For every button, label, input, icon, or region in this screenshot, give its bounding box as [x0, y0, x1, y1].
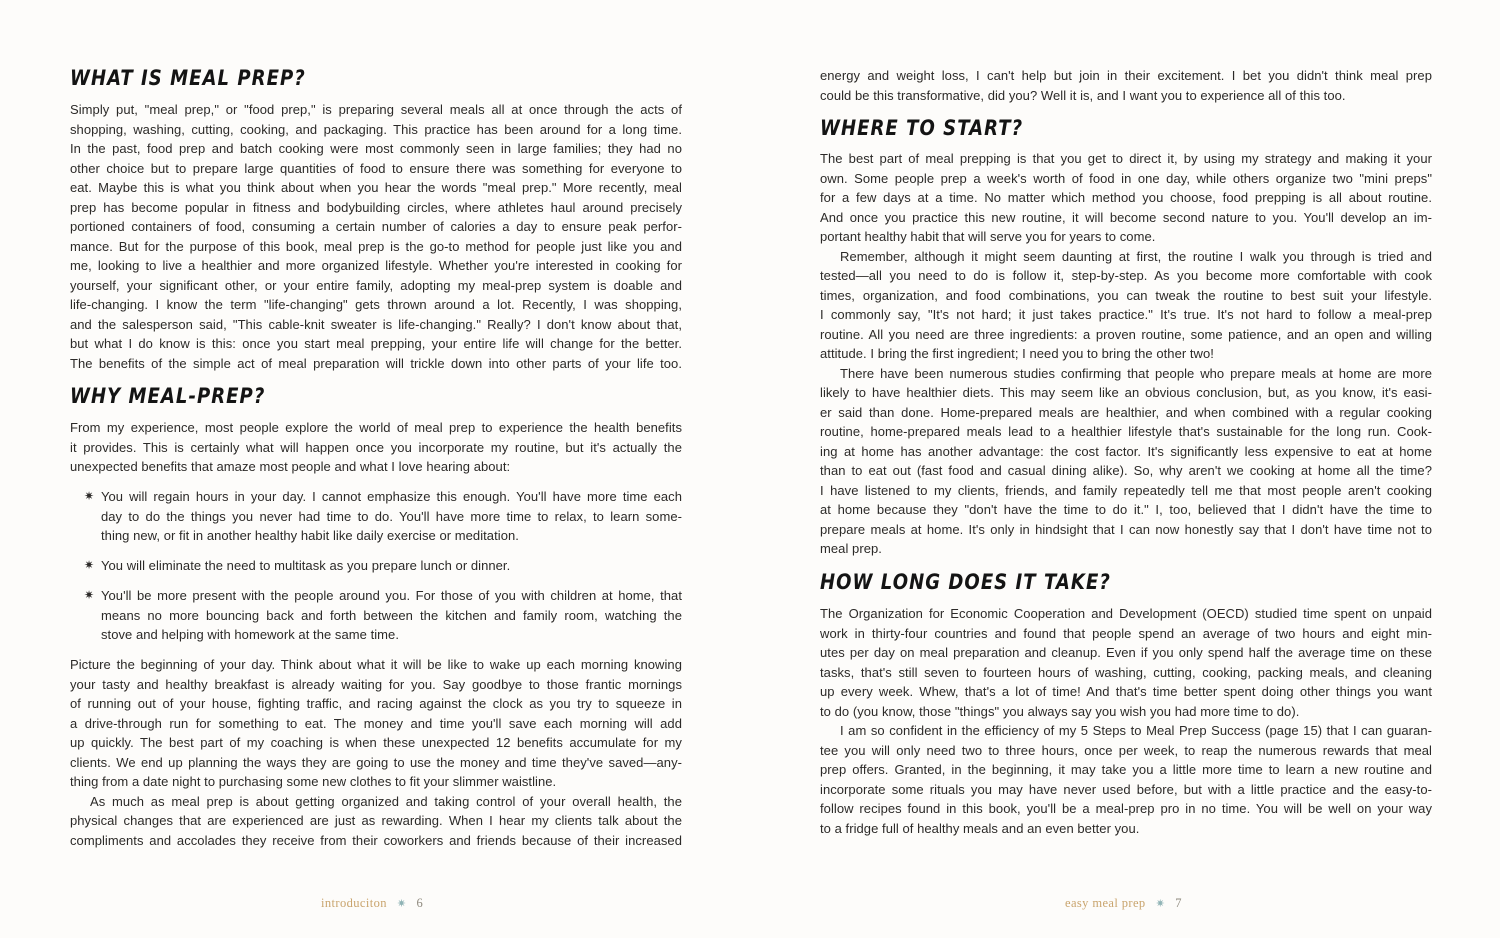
text-line: up quickly. The best part of my coaching is when these unexpected 12 benefits accumulate for my: [70, 735, 682, 750]
text-line: thing new, or fit in another healthy habit like daily exercise or meditation.: [101, 528, 519, 543]
text-line: times, organization, and food combinations, you can tweak the routine to best suit your lifestyle.: [820, 287, 1432, 303]
text-line: There have been numerous studies confirming that people who prepare meals at home are more: [840, 365, 1432, 381]
text-line: than to eat out (fast food and casual dining alike). So, why aren't we cooking at home all the time?: [820, 463, 1432, 478]
text-line: In the past, food prep and batch cooking were most commonly seen in large families; they had no: [70, 141, 682, 156]
text-line: ing at home has another advantage: the cost factor. It's significantly less expensive to eat at home: [820, 443, 1432, 459]
page-number: 6: [416, 896, 424, 910]
text-line: unexpected benefits that amaze most people and what I love hearing about:: [70, 459, 511, 474]
running-head: easy meal prep: [1065, 896, 1146, 910]
text-line: life-changing. I know the term "life-changing" gets thrown around a lot. Recently, I was shopping,: [70, 297, 682, 312]
star-bullet-icon: ✷: [84, 588, 95, 602]
text-line: your tasty and healthy breakfast is already waiting for you. Say goodbye to those frantic mornings: [70, 676, 682, 692]
text-line: Simply put, "meal prep," or "food prep," is preparing several meals all at once through the acts of: [70, 102, 682, 117]
text-line: prep has become popular in fitness and bodybuilding circles, where athletes haul around precisely: [70, 199, 682, 215]
heading-where-to-start: WHERE TO START?: [820, 116, 1024, 140]
text-line: routine. All you need are three ingredients: a proven routine, some patience, and an open and willing: [820, 326, 1432, 342]
star-bullet-icon: ✷: [84, 489, 95, 503]
text-line: portioned containers of food, consuming a certain number of calories a day to ensure peak perfor-: [70, 219, 682, 234]
heading-how-long-does-it-take: HOW LONG DOES IT TAKE?: [820, 570, 1111, 594]
page-footer: [321, 896, 423, 911]
text-line: eat. Maybe this is what you think about when you hear the words "meal prep." More recently, meal: [70, 180, 682, 195]
text-line: me, looking to live a healthier and more organized lifestyle. Whether you're interested in cooking for: [70, 258, 682, 273]
text-line: thing from a date night to purchasing some new clothes to fit your slimmer waistline.: [70, 774, 557, 789]
text-line: own. Some people prep a week's worth of food in one day, while others organize two "mini preps": [820, 170, 1432, 186]
star-bullet-icon: ✷: [84, 558, 95, 572]
text-line: means no more bouncing back and forth between the kitchen and family room, watching the: [101, 607, 682, 623]
text-line: Picture the beginning of your day. Think about what it will be like to wake up each morning knowing: [70, 657, 682, 672]
page-number: 7: [1175, 896, 1182, 910]
text-line: could be this transformative, did you? Well it is, and I want you to experience all of this too.: [820, 87, 1346, 103]
text-line: clients. We end up planning the ways they are going to use the money and time they've saved—any-: [70, 754, 682, 770]
heading-what-is-meal-prep: WHAT IS MEAL PREP?: [70, 66, 306, 90]
text-line: attitude. I bring the first ingredient; I need you to bring the other two!: [820, 346, 1214, 361]
text-line: You'll be more present with the people around you. For those of you with children at home, that: [101, 588, 682, 603]
text-line: energy and weight loss, I can't help but join in their excitement. I bet you didn't think meal prep: [820, 68, 1432, 83]
text-line: portant healthy habit that will serve you for years to come.: [820, 229, 1156, 244]
text-line: tasks, that's still seven to fourteen hours of washing, cutting, cooking, packing meals, and cleaning: [820, 664, 1432, 680]
text-line: mance. But for the purpose of this book, meal prep is the go-to method for people just like you and: [70, 238, 682, 254]
text-line: at home because they "don't have the time to do it." I, too, believed that I didn't have the time to: [820, 502, 1432, 517]
text-line: to do (you know, those "things" you always say you wish you had more time to do).: [820, 703, 1300, 719]
text-line: As much as meal prep is about getting organized and taking control of your overall health, the: [90, 793, 682, 809]
running-head: introduciton: [321, 896, 387, 910]
text-line: follow recipes found in this book, you'll be a meal-prep pro in no time. You will be well on your way: [820, 801, 1432, 816]
text-line: but what I do know is this: once you start meal prepping, your entire life will change for the better.: [70, 336, 682, 351]
text-line: prepare meals at home. It's only in hindsight that I can now honestly say that I don't have time not to: [820, 521, 1432, 537]
text-line: day to do the things you never had time to do. You'll have more time to relax, to learn some-: [101, 508, 682, 524]
text-line: The best part of meal prepping is that you get to direct it, by using my strategy and making it your: [820, 151, 1432, 166]
text-line: compliments and accolades they receive from their coworkers and friends because of their increased: [70, 832, 682, 848]
text-line: You will eliminate the need to multitask as you prepare lunch or dinner.: [101, 558, 511, 573]
text-line: incorporate some rituals you may have never used before, but with a little practice and the easy-to-: [820, 781, 1432, 797]
text-line: up every week. Whew, that's a lot of time! And that's time better spent doing other things you want: [820, 684, 1432, 699]
text-line: work in thirty-four countries and found that people spend an average of two hours and eight min-: [820, 625, 1432, 641]
text-line: The benefits of the simple act of meal preparation will trickle down into other parts of your life too.: [70, 355, 682, 371]
text-line: I commonly say, "It's not hard; it just takes practice." It's true. It's not hard to follow a meal-prep: [820, 307, 1432, 322]
text-line: yourself, your significant other, or your entire family, adopting my meal-prep system is doable and: [70, 277, 682, 293]
star-separator-icon: ✷: [396, 898, 407, 910]
text-line: meal prep.: [820, 541, 882, 556]
text-line: it provides. This is certainly what will happen once you incorporate my routine, but it's actually the: [70, 439, 682, 455]
text-line: likely to have healthier diets. This may seem like an obvious conclusion, but, as you know, it's easi-: [820, 385, 1432, 400]
text-line: other choice but to prepare large quantities of food to ensure there was something for everyone to: [70, 160, 682, 176]
text-line: of running out of your house, fighting traffic, and racing against the clock as you try to squeeze in: [70, 696, 682, 711]
text-line: physical changes that are experienced are just as rewarding. When I hear my clients talk about the: [70, 813, 682, 828]
text-line: for a few days at a time. No matter which method you choose, food prepping is all about routine.: [820, 190, 1432, 205]
text-line: From my experience, most people explore the world of meal prep to experience the health benefits: [70, 420, 682, 435]
text-line: routine, home-prepared meals lead to a healthier lifestyle that's sustainable for the long run. Cook-: [820, 424, 1432, 439]
right-page: [820, 0, 1432, 938]
text-line: prep offers. Granted, in the beginning, it may take you a little more time to learn a new routine and: [820, 762, 1432, 777]
text-line: tee you will only need two to three hours, once per week, to reap the numerous rewards that meal: [820, 742, 1432, 758]
text-line: stove and helping with homework at the same time.: [101, 627, 399, 642]
heading-why-meal-prep: WHY MEAL-PREP?: [70, 384, 266, 408]
text-line: You will regain hours in your day. I cannot emphasize this enough. You'll have more time each: [101, 489, 682, 504]
text-line: And once you practice this new routine, it will become second nature to you. You'll develop an im-: [820, 209, 1432, 225]
text-line: Remember, although it might seem daunting at first, the routine I walk you through is tried and: [840, 248, 1432, 264]
text-line: I have listened to my clients, friends, and family repeatedly tell me that most people aren't cooking: [820, 482, 1432, 498]
page-footer: [1065, 896, 1182, 911]
text-line: tested—all you need to do is follow it, step-by-step. As you become more comfortable with cook: [820, 268, 1432, 283]
text-line: to a fridge full of healthy meals and an even better you.: [820, 820, 1140, 836]
left-page: [70, 0, 682, 938]
star-separator-icon: ✷: [1155, 898, 1166, 910]
text-line: er said than done. Home-prepared meals are healthier, and when combined with a regular cooking: [820, 404, 1432, 420]
text-line: shopping, washing, cutting, cooking, and packaging. This practice has been around for a long time.: [70, 121, 682, 137]
text-line: utes per day on meal preparation and cleanup. Even if you only spend half the average time on these: [820, 645, 1432, 660]
text-line: The Organization for Economic Cooperation and Development (OECD) studied time spent on unpaid: [820, 606, 1432, 621]
text-line: I am so confident in the efficiency of my 5 Steps to Meal Prep Success (page 15) that I can guaran-: [840, 723, 1432, 738]
text-line: and the salesperson said, "This cable-knit sweater is life-changing." Really? I don't know about that,: [70, 316, 682, 332]
text-line: a drive-through run for something to eat. The money and time you'll save each morning will add: [70, 715, 682, 731]
